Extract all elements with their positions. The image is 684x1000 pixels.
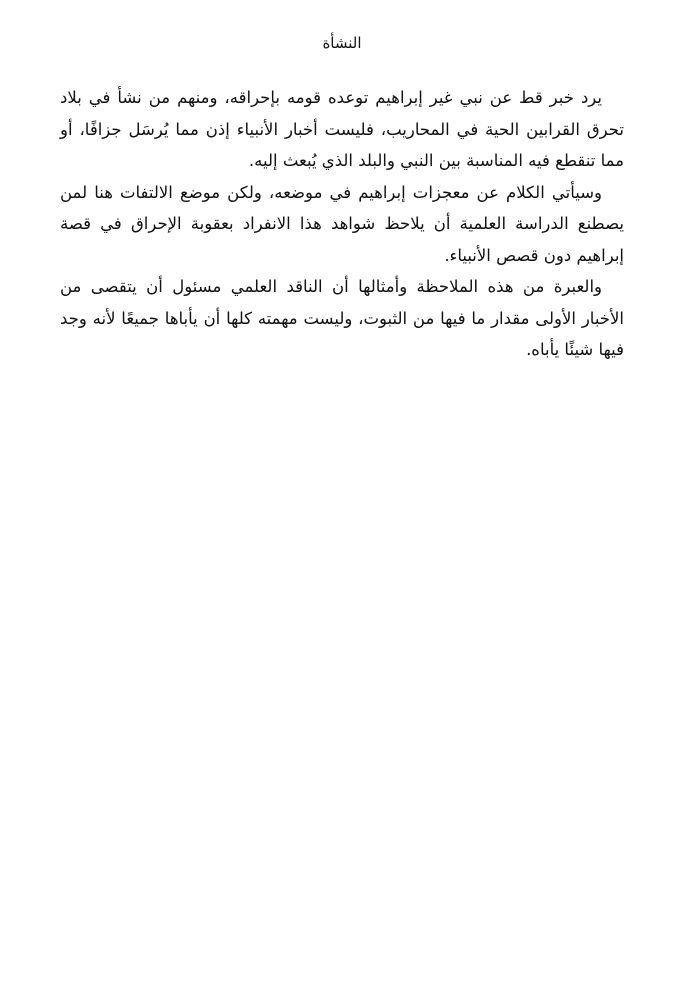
paragraph: وسيأتي الكلام عن معجزات إبراهيم في موضعه، ولكن موضع الالتفات هنا لمن يصطنع الدراسة العلمية أن يلاحظ شواهد هذا الانفراد بعقوبة الإحراق في قصة إبراهيم دون قصص الأنبياء. [60,182,624,265]
page-body [60,82,624,366]
paragraph: يرد خبر قط عن نبي غير إبراهيم توعده قومه بإحراقه، ومنهم من نشأ في بلاد تحرق القرابين الحية في المحاريب، فليست أخبار الأنبياء إذن مما يُرسَل جزافًا، أو مما تنقطع فيه المناسبة بين النبي والبلد الذي يُبعث إليه. [60,88,624,170]
page-title: النشأة [322,34,362,52]
paragraph: والعبرة من هذه الملاحظة وأمثالها أن الناقد العلمي مسئول أن يتقصى من الأخبار الأولى مقدار ما فيها من الثبوت، وليست مهمته كلها أن يأباها جميعًا لأنه وجد فيها شيئًا يأباه. [60,277,624,359]
